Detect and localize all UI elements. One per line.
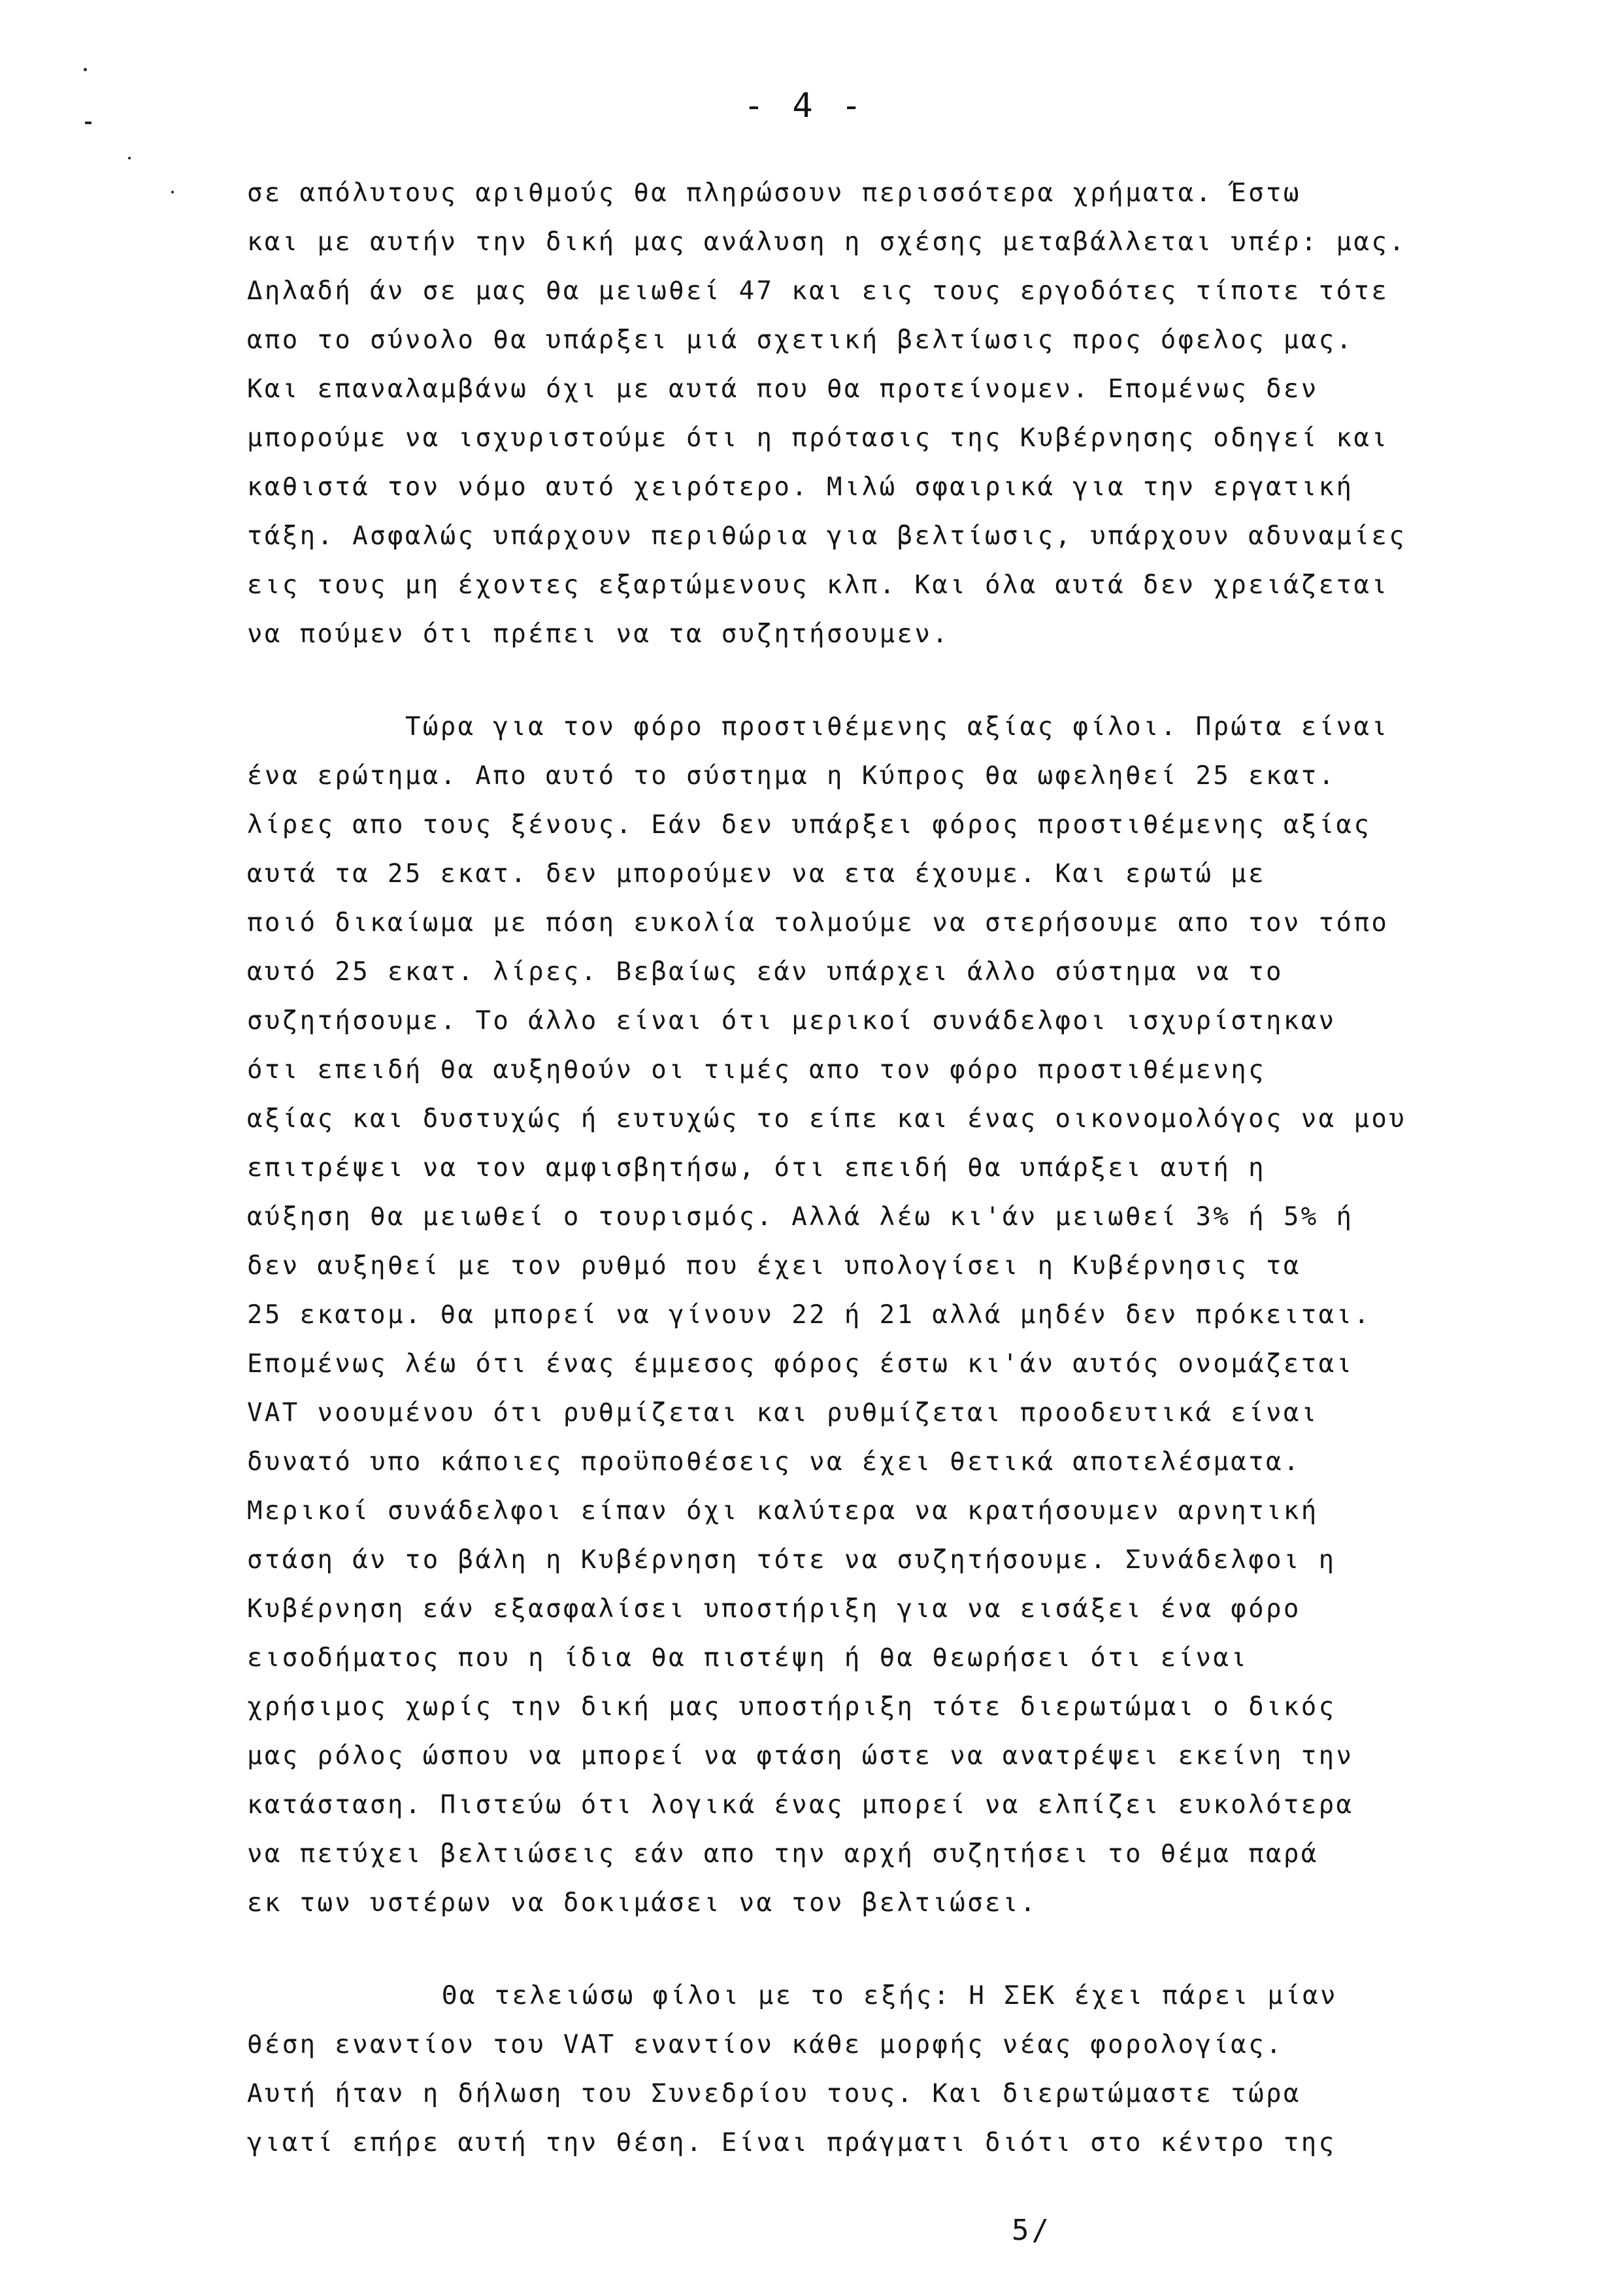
- text-line: μας ρόλος ώσπου να μπορεί να φτάση ώστε να ανατρέψει εκείνη την: [247, 1741, 1354, 1771]
- text-line: ποιό δικαίωμα με πόση ευκολία τολμούμε να στερήσουμε απο τον τόπο: [247, 908, 1389, 938]
- scan-speck: [84, 68, 87, 71]
- scan-speck: [85, 122, 91, 124]
- text-line: Θα τελειώσω φίλοι με το εξής: Η ΣΕΚ έχει πάρει μίαν: [442, 1981, 1338, 2010]
- text-line: ένα ερώτημα. Απο αυτό το σύστημα η Κύπρος θα ωφεληθεί 25 εκατ.: [247, 761, 1336, 791]
- text-line: καθιστά τον νόμο αυτό χειρότερο. Μιλώ σφαιρικά για την εργατική: [247, 472, 1354, 502]
- text-line: Δηλαδή άν σε μας θα μειωθεί 47 και εις τους εργοδότες τίποτε τότε: [247, 276, 1389, 306]
- text-line: να πούμεν ότι πρέπει να τα συζητήσουμεν.: [247, 619, 950, 649]
- text-line: εκ των υστέρων να δοκιμάσει να τον βελτιώσει.: [247, 1888, 1038, 1918]
- text-line: κατάσταση. Πιστεύω ότι λογικά ένας μπορεί να ελπίζει ευκολότερα: [247, 1790, 1354, 1820]
- continuation-page-marker: 5/: [1012, 2214, 1052, 2247]
- text-line: τάξη. Ασφαλώς υπάρχουν περιθώρια για βελτίωσις, υπάρχουν αδυναμίες: [247, 521, 1407, 551]
- text-line: Κυβέρνηση εάν εξασφαλίσει υποστήριξη για να εισάξει ένα φόρο: [247, 1594, 1301, 1624]
- text-line: χρήσιμος χωρίς την δική μας υποστήριξη τότε διερωτώμαι ο δικός: [247, 1692, 1336, 1722]
- scan-speck: [128, 157, 131, 159]
- text-line: αυτό 25 εκατ. λίρες. Βεβαίως εάν υπάρχει άλλο σύστημα να το: [247, 957, 1284, 987]
- paragraph-2: [247, 702, 1541, 1927]
- text-line: Μερικοί συνάδελφοι είπαν όχι καλύτερα να κρατήσουμεν αρνητική: [247, 1496, 1319, 1526]
- text-line: ότι επειδή θα αυξηθούν οι τιμές απο τον φόρο προστιθέμενης: [247, 1055, 1267, 1085]
- text-line: και με αυτήν την δική μας ανάλυση η σχέσης μεταβάλλεται υπέρ: μας.: [247, 227, 1407, 257]
- text-line: αύξηση θα μειωθεί ο τουρισμός. Αλλά λέω κι'άν μειωθεί 3% ή 5% ή: [247, 1202, 1354, 1232]
- text-line: Τώρα για τον φόρο προστιθέμενης αξίας φίλοι. Πρώτα είναι: [405, 712, 1389, 742]
- text-line: Αυτή ήταν η δήλωση του Συνεδρίου τους. Και διερωτώμαστε τώρα: [247, 2079, 1301, 2108]
- text-line: λίρες απο τους ξένους. Εάν δεν υπάρξει φόρος προστιθέμενης αξίας: [247, 810, 1372, 840]
- text-line: εισοδήματος που η ίδια θα πιστέψη ή θα θεωρήσει ότι είναι: [247, 1643, 1249, 1673]
- text-line: μπορούμε να ισχυριστούμε ότι η πρότασις της Κυβέρνησης οδηγεί και: [247, 423, 1389, 453]
- text-line: αξίας και δυστυχώς ή ευτυχώς το είπε και ένας οικονομολόγος να μου: [247, 1104, 1407, 1134]
- text-line: θέση εναντίον του VAT εναντίον κάθε μορφής νέας φορολογίας.: [247, 2030, 1284, 2059]
- text-line: σε απόλυτους αριθμούς θα πληρώσουν περισσότερα χρήματα. Έστω: [247, 178, 1301, 208]
- paragraph-3: [247, 1971, 1541, 2167]
- text-line: να πετύχει βελτιώσεις εάν απο την αρχή συζητήσει το θέμα παρά: [247, 1839, 1319, 1869]
- text-line: στάση άν το βάλη η Κυβέρνηση τότε να συζητήσουμε. Συνάδελφοι η: [247, 1545, 1336, 1575]
- text-line: συζητήσουμε. Το άλλο είναι ότι μερικοί συνάδελφοι ισχυρίστηκαν: [247, 1006, 1336, 1036]
- paragraph-1: [247, 169, 1541, 659]
- document-body: [247, 169, 1541, 2167]
- text-line: δυνατό υπο κάποιες προϋποθέσεις να έχει θετικά αποτελέσματα.: [247, 1447, 1301, 1477]
- text-line: Και επαναλαμβάνω όχι με αυτά που θα προτείνομεν. Επομένως δεν: [247, 374, 1319, 404]
- text-line: Επομένως λέω ότι ένας έμμεσος φόρος έστω κι'άν αυτός ονομάζεται: [247, 1349, 1354, 1379]
- text-line: αυτά τα 25 εκατ. δεν μπορούμεν να ετα έχουμε. Και ερωτώ με: [247, 859, 1267, 889]
- text-line: επιτρέψει να τον αμφισβητήσω, ότι επειδή θα υπάρξει αυτή η: [247, 1153, 1267, 1183]
- text-line: VAT νοουμένου ότι ρυθμίζεται και ρυθμίζεται προοδευτικά είναι: [247, 1398, 1319, 1428]
- text-line: δεν αυξηθεί με τον ρυθμό που έχει υπολογίσει η Κυβέρνησις τα: [247, 1251, 1301, 1281]
- text-line: 25 εκατομ. θα μπορεί να γίνουν 22 ή 21 αλλά μηδέν δεν πρόκειται.: [247, 1300, 1372, 1330]
- page-number: - 4 -: [743, 86, 866, 125]
- text-line: εις τους μη έχοντες εξαρτώμενους κλπ. Και όλα αυτά δεν χρειάζεται: [247, 570, 1389, 600]
- text-line: γιατί επήρε αυτή την θέση. Είναι πράγματι διότι στο κέντρο της: [247, 2128, 1336, 2157]
- text-line: απο το σύνολο θα υπάρξει μιά σχετική βελτίωσις προς όφελος μας.: [247, 325, 1354, 355]
- scan-speck: [171, 191, 174, 193]
